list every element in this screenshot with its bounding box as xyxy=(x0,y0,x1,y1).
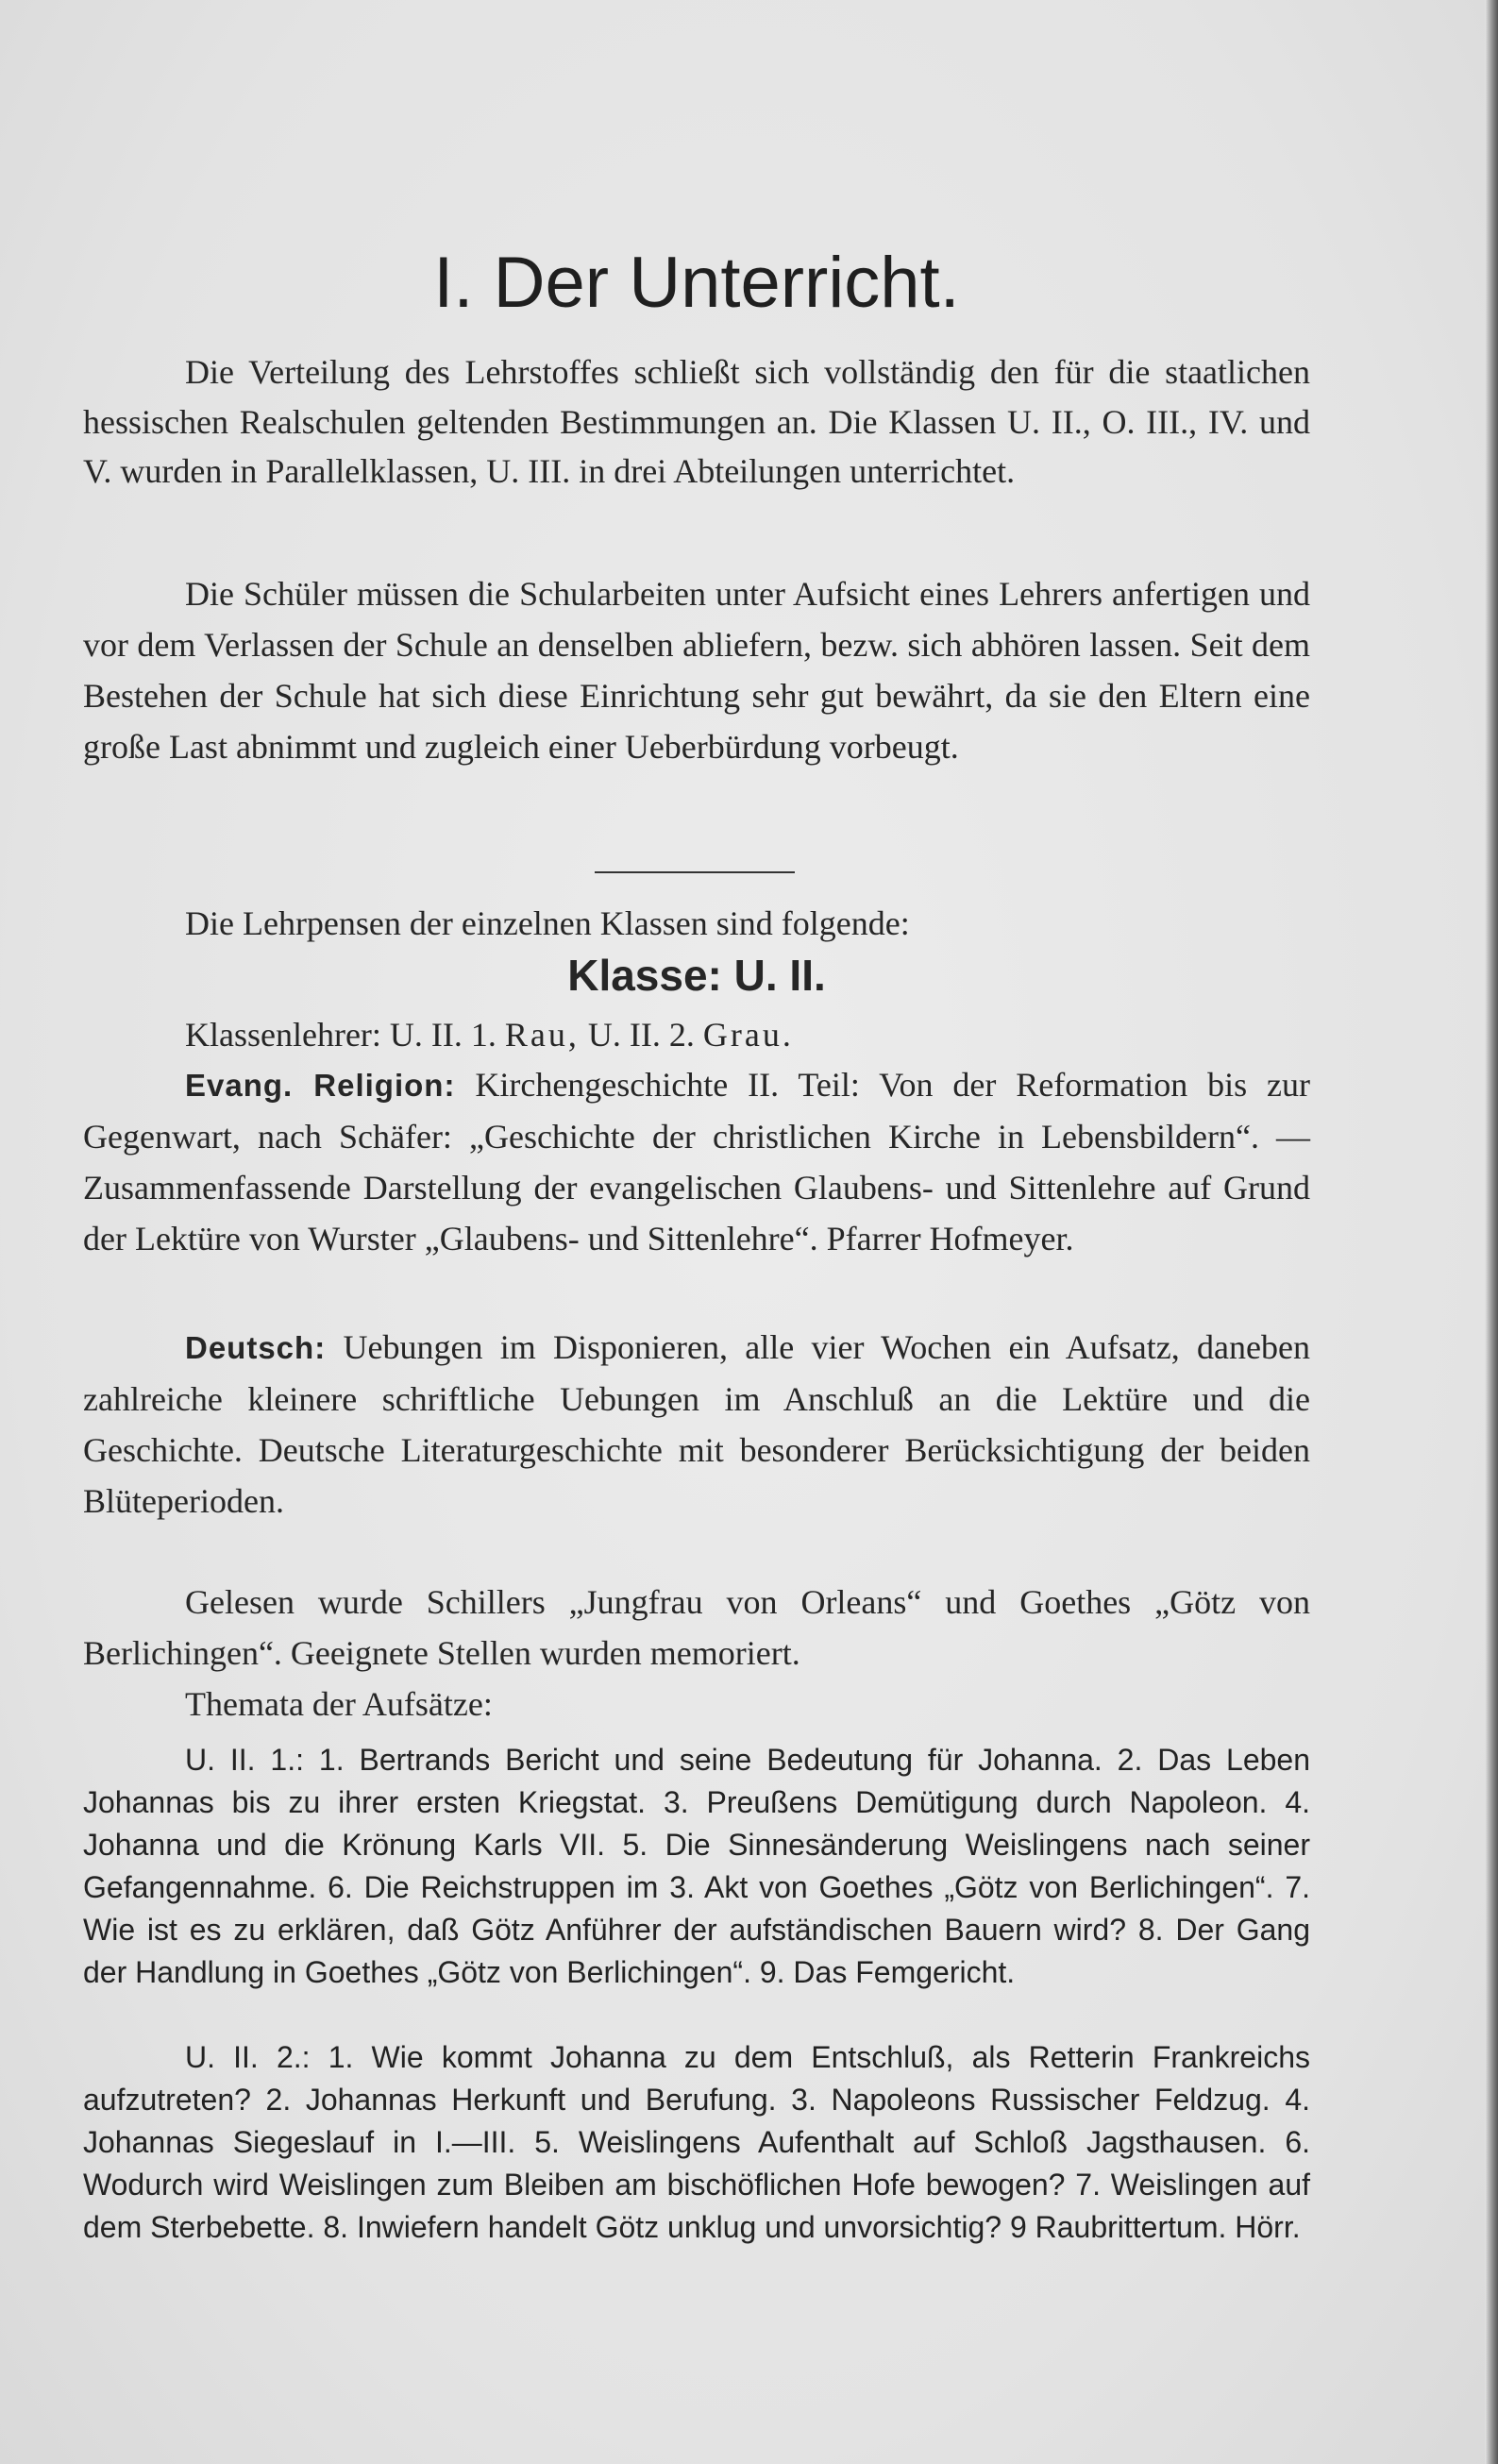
section-divider xyxy=(595,871,795,873)
klassenlehrer-label: Klassenlehrer: xyxy=(185,1016,381,1054)
klassenlehrer-class-1: U. II. 1. xyxy=(389,1016,497,1054)
themata-heading: Themata der Aufsätze: xyxy=(185,1685,493,1723)
subject-religion-text: Kirchengeschichte II. Teil: Von der Reformation bis zur Gegenwart, nach Schäfer: „Geschichte der christlichen Kirche in Lebensbildern“. — Zusammenfassende Darstellung der evangelischen Glaubens- und Sittenlehre auf Grund der Lektüre von Wurster „Glaubens- und Sittenlehre“. Pfarrer Hofmeyer. xyxy=(83,1066,1311,1257)
klassenlehrer-line xyxy=(83,1010,1310,1059)
intro-paragraph-2: Die Schüler müssen die Schularbeiten unter Aufsicht eines Lehrers anfertigen und vor dem Verlassen der Schule an denselben abliefern, bezw. sich abhören lassen. Seit dem Bestehen der Schule hat sich diese Einrichtung sehr gut bewährt, da sie den Eltern eine große Last abnimmt und zugleich einer Ueberbürdung vorbeugt. xyxy=(83,575,1310,766)
themata-u2-1-text: 1. Bertrands Bericht und seine Bedeutung für Johanna. 2. Das Leben Johannas bis zu ihrer ersten Kriegstat. 3. Preußens Demütigung durch Napoleon. 4. Johanna und die Krönung Karls VII. 5. Die Sinnesänderung Weislingens nach seiner Gefangennahme. 6. Die Reichstruppen im 3. Akt von Goethes „Götz von Berlichingen“. 7. Wie ist es zu erklären, daß Götz Anführer der aufständischen Bauern wird? 8. Der Gang der Handlung in Goethes „Götz von Berlichingen“. 9. Das Femgericht. xyxy=(83,1743,1311,1989)
klassenlehrer-class-2: U. II. 2. xyxy=(587,1016,695,1054)
teacher-name-2: Grau. xyxy=(702,1016,794,1054)
subject-religion xyxy=(83,1059,1310,1264)
subject-deutsch-text: Uebungen im Disponieren, alle vier Wochen ein Aufsatz, daneben zahlreiche kleinere schriftliche Uebungen im Anschluß an die Lektüre und die Geschichte. Deutsche Literaturgeschichte mit besonderer Berücksichtigung der beiden Blüteperioden. xyxy=(83,1328,1310,1520)
themata-u2-2-label: U. II. 2.: xyxy=(185,2040,311,2074)
intro-paragraph-1: Die Verteilung des Lehrstoffes schließt sich vollständig den für die staatlichen hessischen Realschulen geltenden Bestimmungen an. Die Klassen U. II., O. III., IV. und V. wurden in Parallelklassen, U. III. in drei Abteilungen unterrichtet. xyxy=(83,353,1310,490)
gelesen-paragraph: Gelesen wurde Schillers „Jungfrau von Orleans“ und Goethes „Götz von Berlichingen“. Geeignete Stellen wurden memoriert. xyxy=(83,1583,1310,1672)
class-heading: Klasse: U. II. xyxy=(567,951,826,1000)
teacher-name-1: Rau, xyxy=(504,1016,580,1054)
page-edge-shadow xyxy=(1485,0,1498,2464)
lehrpensen-intro: Die Lehrpensen der einzelnen Klassen sind folgende: xyxy=(185,904,910,942)
subject-deutsch xyxy=(83,1322,1310,1527)
themata-list-u2-1 xyxy=(83,1739,1310,1994)
themata-u2-1-label: U. II. 1.: xyxy=(185,1743,305,1777)
themata-u2-2-text: 1. Wie kommt Johanna zu dem Entschluß, als Retterin Frankreichs aufzutreten? 2. Johannas Herkunft und Berufung. 3. Napoleons Russischer Feldzug. 4. Johannas Siegeslauf in I.—III. 5. Weislingens Aufenthalt auf Schloß Jagsthausen. 6. Wodurch wird Weislingen zum Bleiben am bischöflichen Hofe bewogen? 7. Weislingen auf dem Sterbebette. 8. Inwiefern handelt Götz unklug und unvorsichtig? 9 Raubrittertum. Hörr. xyxy=(83,2040,1311,2244)
themata-list-u2-2 xyxy=(83,2036,1310,2249)
subject-deutsch-label: Deutsch: xyxy=(185,1330,327,1365)
chapter-title: I. Der Unterricht. xyxy=(433,243,960,323)
subject-religion-label: Evang. Religion: xyxy=(185,1068,456,1103)
